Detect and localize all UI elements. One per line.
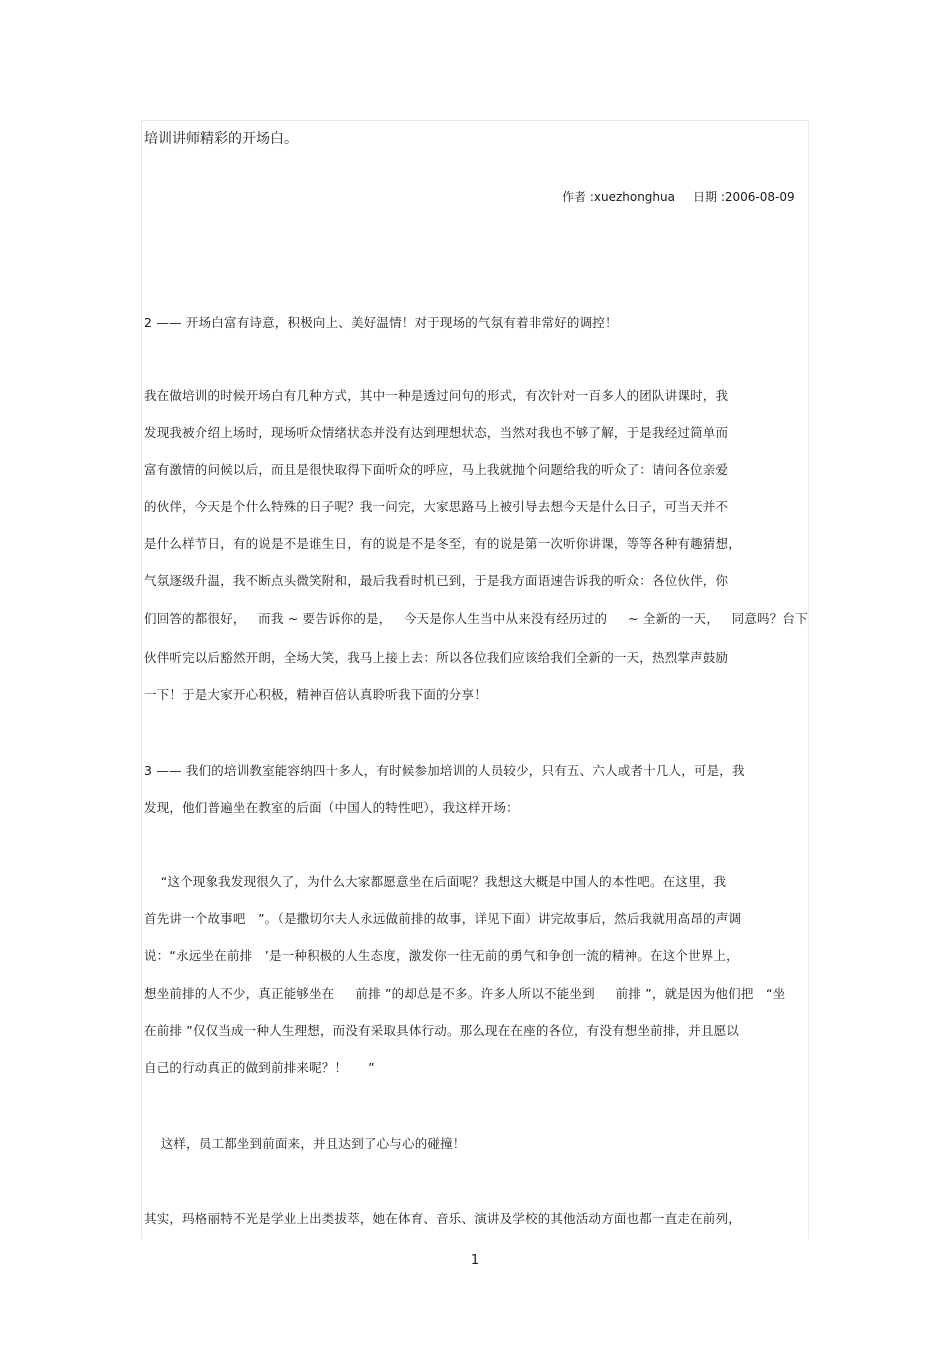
paragraph-line: 是什么样节日，有的说是不是谁生日，有的说是不是冬至，有的说是第一次听你讲课，等等各种有趣猜想， <box>144 536 741 551</box>
paragraph-line: 富有激情的问候以后，而且是很快取得下面听众的呼应，马上我就抛个问题给我的听众了：请问各位亲爱 <box>144 462 729 477</box>
paragraph-line: “这个现象我发现很久了，为什么大家都愿意坐在后面呢？我想这大概是中国人的本性吧。在这里，我 <box>144 874 727 889</box>
paragraph-line: 想坐前排的人不少，真正能够坐在 前排 ”的却总是不多。许多人所以不能坐到 前排 ”，就是因为他们把 “坐 <box>144 986 786 1001</box>
paragraph-line: 首先讲一个故事吧 ”。（是撒切尔夫人永远做前排的故事，详见下面）讲完故事后，然后我就用高昂的声调 <box>144 911 742 926</box>
paragraph-line: 这样，员工都坐到前面来，并且达到了心与心的碰撞！ <box>144 1136 466 1151</box>
paragraph-line: 们回答的都很好， 而我 ~ 要告诉你的是， 今天是你人生当中从来没有经历过的 ~ 全新的一天， 同意吗？台下 <box>144 611 808 626</box>
paragraph-line: 发现我被介绍上场时，现场听众情绪状态并没有达到理想状态，当然对我也不够了解，于是我经过简单而 <box>144 425 729 440</box>
paragraph-line: 3 —— 我们的培训教室能容纳四十多人，有时候参加培训的人员较少，只有五、六人或者十几人，可是，我 <box>144 763 745 778</box>
author-line: 作者 :xuezhonghua <box>562 190 675 204</box>
paragraph-line: 气氛逐级升温，我不断点头微笑附和，最后我看时机已到，于是我方面语速告诉我的听众：各位伙伴，你 <box>144 573 729 588</box>
paragraph-line: 伙伴听完以后豁然开朗，全场大笑，我马上接上去：所以各位我们应该给我们全新的一天，热烈掌声鼓励 <box>144 650 729 665</box>
paragraph-line: 的伙伴，今天是个什么特殊的日子呢？我一问完，大家思路马上被引导去想今天是什么日子，可当天并不 <box>144 499 729 514</box>
paragraph-line: 自己的行动真正的做到前排来呢？！ ” <box>144 1060 375 1075</box>
paragraph-line: 发现，他们普遍坐在教室的后面（中国人的特性吧），我这样开场： <box>144 800 519 815</box>
paragraph-line: 其实，玛格丽特不光是学业上出类拔萃，她在体育、音乐、演讲及学校的其他活动方面也都一直走在前列， <box>144 1211 741 1226</box>
document-title: 培训讲师精彩的开场白。 <box>144 131 298 147</box>
page-number: 1 <box>470 1253 480 1268</box>
paragraph-line: 在前排 ”仅仅当成一种人生理想，而没有采取具体行动。那么现在在座的各位，有没有想坐前排，并且愿以 <box>144 1023 740 1038</box>
date-line: 日期 :2006-08-09 <box>693 190 795 204</box>
paragraph-line: 说：“永远坐在前排 ’是一种积极的人生态度，激发你一往无前的勇气和争创一流的精神。在这个世界上， <box>144 948 739 963</box>
paragraph-line: 一下！于是大家开心积极，精神百倍认真聆听我下面的分享！ <box>144 687 487 702</box>
paragraph-line: 2 —— 开场白富有诗意，积极向上、美好温情！对于现场的气氛有着非常好的调控！ <box>144 315 618 330</box>
paragraph-line: 我在做培训的时候开场白有几种方式，其中一种是透过问句的形式，有次针对一百多人的团队讲课时，我 <box>144 388 729 403</box>
